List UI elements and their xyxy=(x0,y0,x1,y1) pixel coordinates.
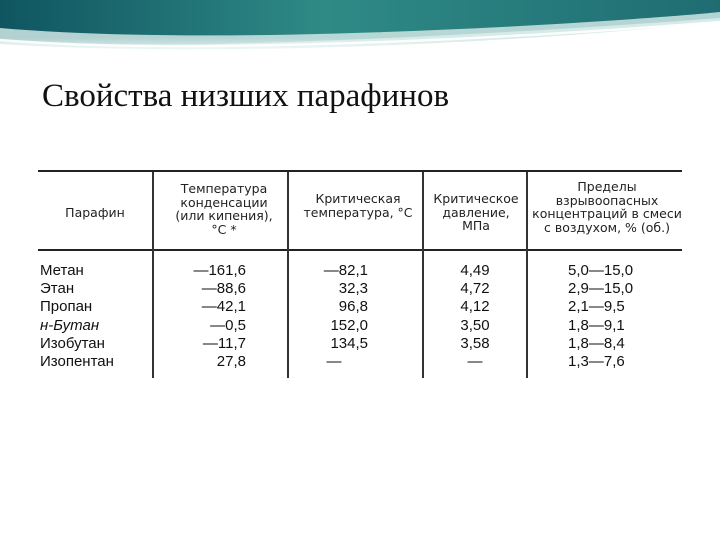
cell-condensation-temp: —88,6 xyxy=(201,280,246,298)
cell-name: Этан xyxy=(40,280,75,298)
cell-critical-temp: 152,0 xyxy=(330,316,368,334)
cell-explosive-limits: 2,9—15,0 xyxy=(568,280,634,298)
cell-condensation-temp: —11,7 xyxy=(202,334,246,352)
cell-critical-temp: 96,8 xyxy=(338,298,368,316)
cell-explosive-limits: 1,3—7,6 xyxy=(568,352,625,370)
cell-critical-pressure: 4,12 xyxy=(460,298,490,316)
cell-condensation-temp: 27,8 xyxy=(216,352,246,370)
cell-explosive-limits: 5,0—15,0 xyxy=(568,262,634,279)
cell-critical-pressure: 4,72 xyxy=(460,280,490,298)
cell-critical-pressure: 4,49 xyxy=(460,262,490,279)
cell-condensation-temp: —0,5 xyxy=(210,316,246,334)
column-divider xyxy=(422,172,424,378)
cell-critical-pressure: 3,58 xyxy=(460,334,490,352)
cell-critical-pressure: 3,50 xyxy=(460,316,490,334)
header-explosive-limits: Пределы взрывоопасных концентраций в смеси с воздухом, % (об.) xyxy=(532,179,682,235)
cell-name: Изобутан xyxy=(40,334,105,352)
cell-critical-temp: 134,5 xyxy=(330,334,368,352)
cell-explosive-limits: 2,1—9,5 xyxy=(568,298,625,316)
column-paraffin-names xyxy=(40,262,152,371)
cell-critical-temp: —82,1 xyxy=(323,262,368,279)
cell-name: Изопентан xyxy=(40,352,114,370)
cell-critical-pressure: — xyxy=(467,352,483,370)
column-divider xyxy=(526,172,528,378)
cell-name: Пропан xyxy=(40,298,93,316)
table-top-rule xyxy=(38,170,682,172)
cell-explosive-limits: 1,8—9,1 xyxy=(568,316,625,334)
cell-name: Метан xyxy=(40,262,84,279)
cell-explosive-limits: 1,8—8,4 xyxy=(568,334,625,352)
cell-condensation-temp: —42,1 xyxy=(201,298,246,316)
cell-critical-temp: 32,3 xyxy=(338,280,368,298)
column-condensation-temp xyxy=(168,262,246,371)
decorative-header-band xyxy=(0,0,720,58)
column-explosive-limits xyxy=(568,262,678,371)
column-divider xyxy=(152,172,154,378)
column-critical-pressure xyxy=(438,262,512,371)
column-divider xyxy=(287,172,289,378)
table-header-rule xyxy=(38,249,682,251)
slide-title: Свойства низших парафинов xyxy=(42,78,450,114)
header-critical-pressure: Критическое давление, МПа xyxy=(433,191,519,233)
header-paraffin: Парафин xyxy=(65,205,125,220)
cell-critical-temp: — xyxy=(326,352,342,370)
cell-name: н-Бутан xyxy=(40,316,100,334)
cell-condensation-temp: —161,6 xyxy=(193,262,246,279)
column-critical-temp xyxy=(300,262,368,371)
paraffins-table xyxy=(38,166,682,380)
header-critical-temp: Критическая температура, °С xyxy=(303,191,413,220)
header-condensation-temp: Температура конденсации (или кипения), °С * xyxy=(175,181,273,237)
